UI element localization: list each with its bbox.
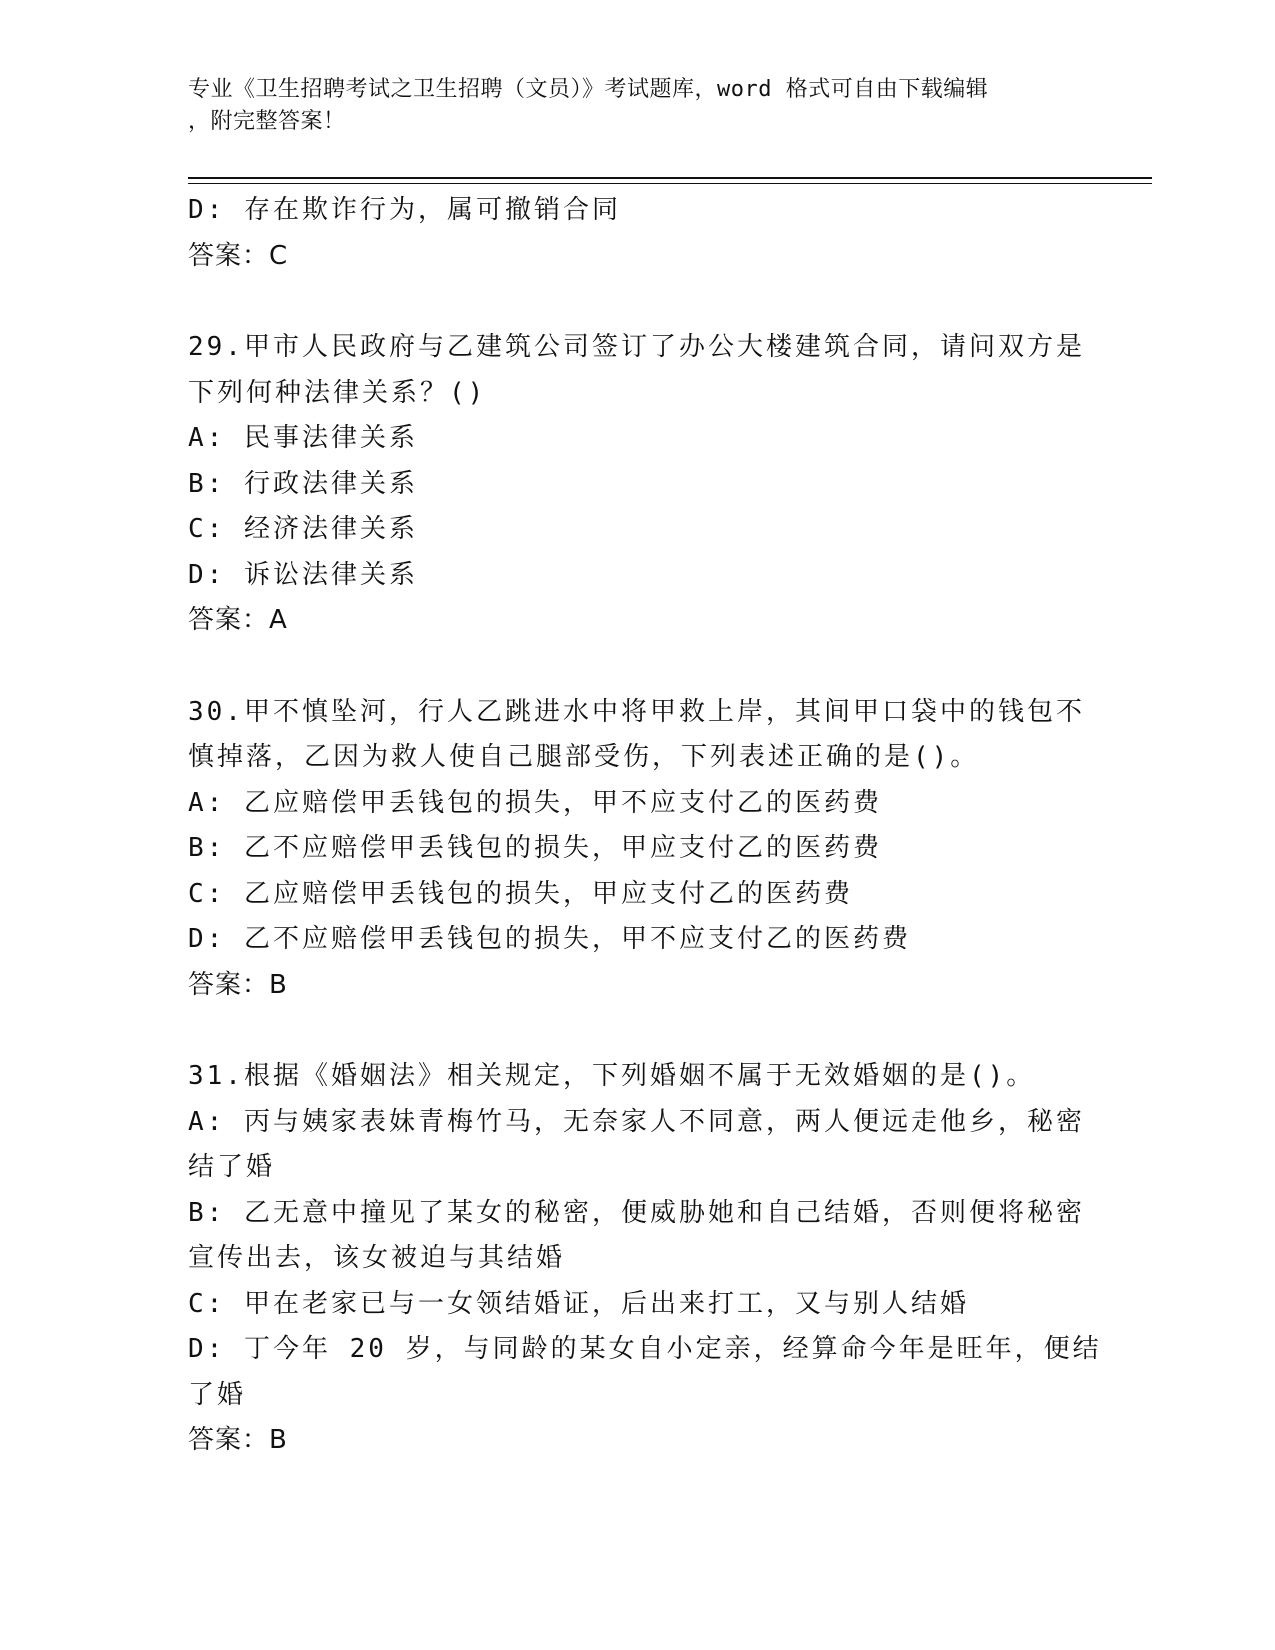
- header-title-line-1: 专业《卫生招聘考试之卫生招聘（文员）》考试题库，word 格式可自由下载编辑: [188, 77, 989, 102]
- option-b: B: 乙无意中撞见了某女的秘密，便威胁她和自己结婚，否则便将秘密: [188, 1197, 1085, 1228]
- option-a: A: 民事法律关系: [188, 423, 418, 453]
- answer: 答案：A: [188, 605, 288, 635]
- question-list: [188, 188, 1102, 1464]
- question-stem: 下列何种法律关系？(): [188, 377, 487, 408]
- answer: 答案：B: [188, 969, 288, 1000]
- header-title-line-2: ，附完整答案！: [188, 109, 346, 134]
- option-a: A: 乙应赔偿甲丢钱包的损失，甲不应支付乙的医药费: [188, 787, 882, 818]
- option-d: D: 丁今年 20 岁，与同龄的某女自小定亲，经算命今年是旺年，便结: [188, 1334, 1102, 1364]
- option-a: A: 丙与姨家表妹青梅竹马，无奈家人不同意，两人便远走他乡，秘密: [188, 1106, 1085, 1137]
- option-b: B: 行政法律关系: [188, 468, 418, 499]
- question-30: [188, 690, 1088, 1009]
- option-d: D: 乙不应赔偿甲丢钱包的损失，甲不应支付乙的医药费: [188, 924, 911, 954]
- question-29: [188, 325, 1088, 644]
- prev-answer: 答案：C: [188, 240, 289, 271]
- option-d: D: 诉讼法律关系: [188, 559, 418, 590]
- question-stem: 30.甲不慎坠河，行人乙跳进水中将甲救上岸，其间甲口袋中的钱包不: [188, 696, 1085, 727]
- option-c: C: 经济法律关系: [188, 514, 418, 544]
- header-divider-thick: [188, 177, 1152, 179]
- option-a-continued: 结了婚: [188, 1152, 276, 1182]
- question-stem: 慎掉落，乙因为救人使自己腿部受伤，下列表述正确的是()。: [188, 742, 980, 772]
- question-stem: 31.根据《婚姻法》相关规定，下列婚姻不属于无效婚姻的是()。: [188, 1061, 1036, 1091]
- prev-option-d: D: 存在欺诈行为，属可撤销合同: [188, 195, 621, 225]
- question-31: [188, 1054, 1102, 1464]
- spacer: [188, 279, 1088, 325]
- option-c: C: 甲在老家已与一女领结婚证，后出来打工，又与别人结婚: [188, 1288, 969, 1319]
- option-b-continued: 宣传出去，该女被迫与其结婚: [188, 1243, 566, 1273]
- option-d-continued: 了婚: [188, 1379, 247, 1410]
- question-stem: 29.甲市人民政府与乙建筑公司签订了办公大楼建筑合同，请问双方是: [188, 332, 1085, 362]
- page-header: [188, 74, 1068, 138]
- answer: 答案：B: [188, 1425, 288, 1455]
- spacer: [188, 644, 1088, 690]
- option-b: B: 乙不应赔偿甲丢钱包的损失，甲应支付乙的医药费: [188, 833, 882, 863]
- header-divider-thin: [188, 183, 1152, 184]
- spacer: [188, 1008, 1088, 1054]
- option-c: C: 乙应赔偿甲丢钱包的损失，甲应支付乙的医药费: [188, 878, 853, 909]
